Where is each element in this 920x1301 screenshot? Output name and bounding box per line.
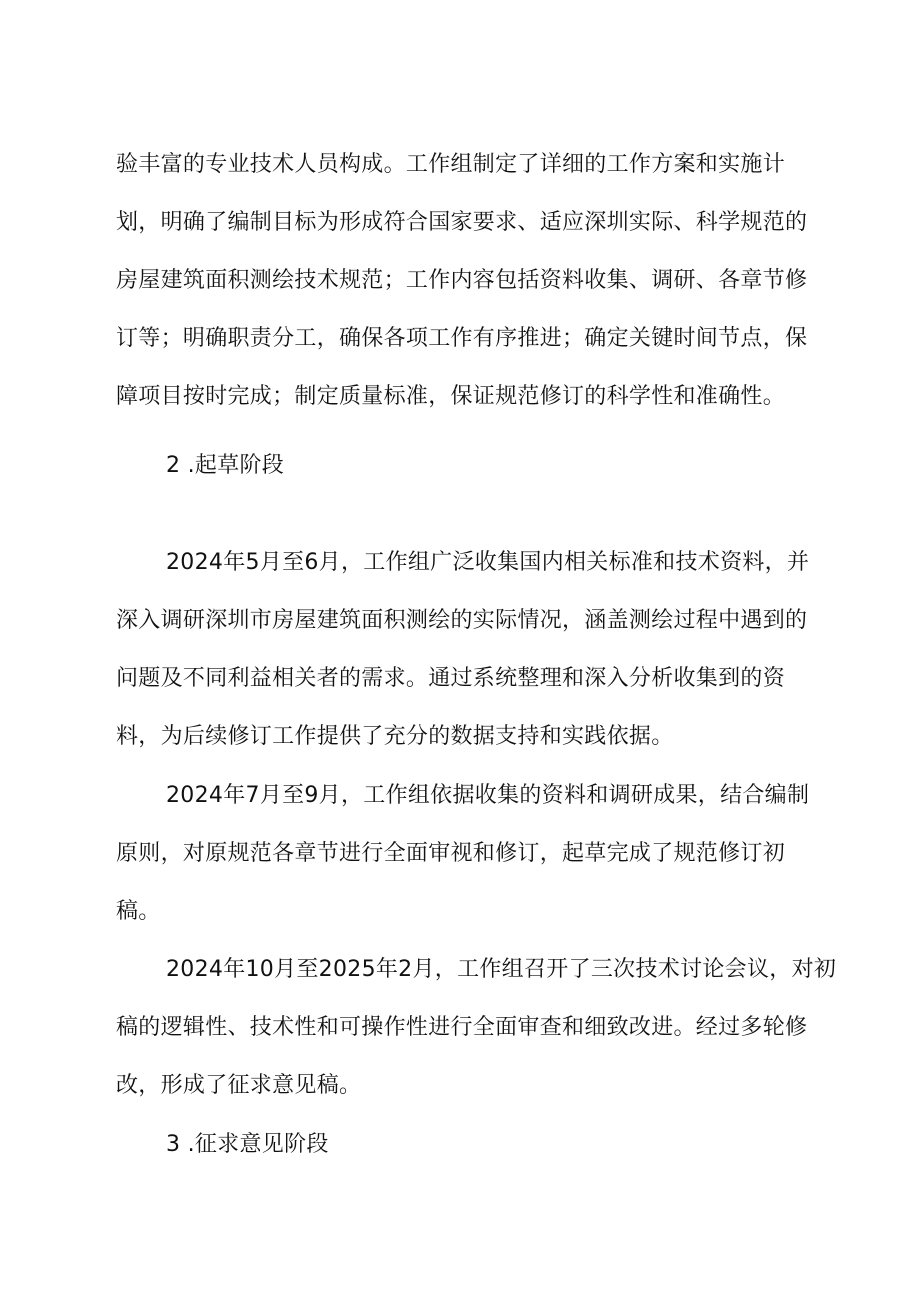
paragraph-line: 订等；明确职责分工，确保各项工作有序推进；确定关键时间节点，保 [116,326,808,351]
paragraph-line: 深入调研深圳市房屋建筑面积测绘的实际情况，涵盖测绘过程中遇到的 [116,608,808,633]
paragraph-line: 原则，对原规范各章节进行全面审视和修订，起草完成了规范修订初 [116,841,786,866]
paragraph-line: 房屋建筑面积测绘技术规范；工作内容包括资料收集、调研、各章节修 [116,268,808,293]
section-heading-drafting: 2 .起草阶段 [166,453,285,478]
section-heading-consultation: 3 .征求意见阶段 [166,1132,329,1157]
paragraph-line: 划，明确了编制目标为形成符合国家要求、适应深圳实际、科学规范的 [116,210,808,235]
paragraph-line: 2024年5月至6月，工作组广泛收集国内相关标准和技术资料，并 [166,550,810,575]
paragraph-line: 问题及不同利益相关者的需求。通过系统整理和深入分析收集到的资 [116,666,786,691]
paragraph-line: 稿。 [116,899,161,924]
paragraph-line: 2024年10月至2025年2月，工作组召开了三次技术讨论会议，对初 [166,957,837,982]
paragraph-line: 验丰富的专业技术人员构成。工作组制定了详细的工作方案和实施计 [116,152,786,177]
paragraph-line: 稿的逻辑性、技术性和可操作性进行全面审查和细致改进。经过多轮修 [116,1015,808,1040]
paragraph-line: 2024年7月至9月，工作组依据收集的资料和调研成果，结合编制 [166,783,810,808]
paragraph-line: 障项目按时完成；制定质量标准，保证规范修订的科学性和准确性。 [116,384,786,409]
paragraph-line: 料，为后续修订工作提供了充分的数据支持和实践依据。 [116,724,674,749]
paragraph-line: 改，形成了征求意见稿。 [116,1073,362,1098]
